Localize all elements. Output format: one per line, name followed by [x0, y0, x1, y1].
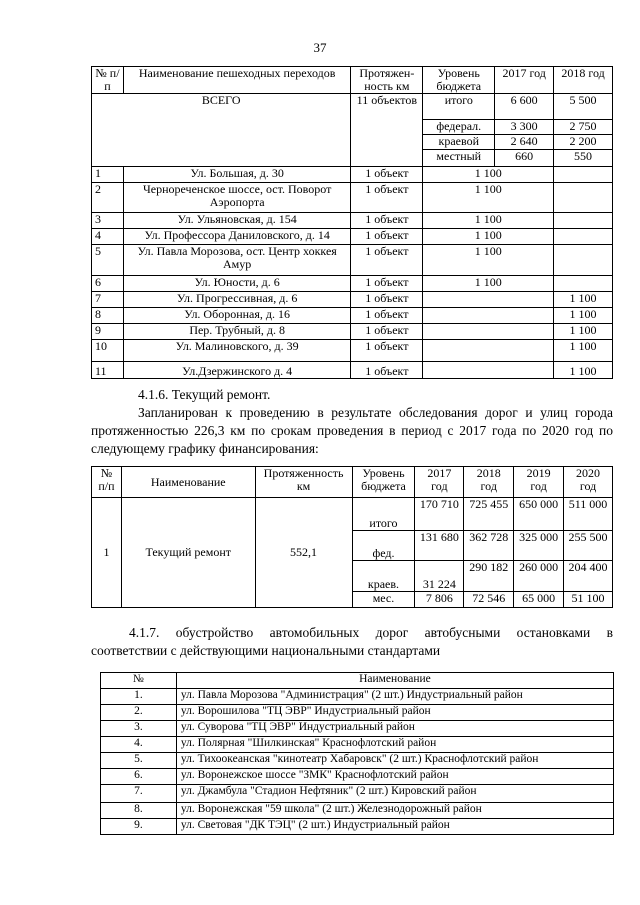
header-num: № [101, 673, 177, 689]
header-2018: 2018 год [554, 67, 613, 94]
row-num: 1. [101, 689, 177, 705]
row-length: 1 объект [351, 245, 423, 276]
row-2017 [423, 292, 554, 308]
row-2018: 1 100 [554, 362, 613, 379]
row-name: ул. Воронежское шоссе "ЗМК" Краснофлотский район [176, 769, 613, 785]
row-name: Ул. Оборонная, д. 16 [123, 308, 350, 324]
row-name: Чернореченское шоссе, ост. Поворот Аэропорта [123, 183, 350, 213]
budget-level: фед. [352, 531, 415, 561]
total-2017: 660 [495, 150, 554, 167]
row-2018 [554, 167, 613, 183]
row-num: 8. [101, 803, 177, 819]
row-2018: 1 100 [554, 292, 613, 308]
row-name: ул. Суворова "ТЦ ЭВР" Индустриальный район [176, 721, 613, 737]
header-2018: 2018 год [464, 467, 514, 498]
table-row [92, 229, 613, 245]
header-num: № п/п [92, 67, 124, 94]
row-length: 1 объект [351, 362, 423, 379]
value-2020: 511 000 [564, 498, 613, 531]
table-row [92, 183, 613, 213]
table-row [92, 308, 613, 324]
row-name: ул. Павла Морозова "Администрация" (2 шт.) Индустриальный район [176, 689, 613, 705]
row-num: 5. [101, 753, 177, 769]
row-num: 3. [101, 721, 177, 737]
row-length: 552,1 [255, 498, 352, 608]
budget-level: краев. [352, 561, 415, 592]
total-2017: 2 640 [495, 135, 554, 150]
table-header-row [101, 673, 614, 689]
table-row [92, 245, 613, 276]
row-name: Ул. Большая, д. 30 [123, 167, 350, 183]
row-length: 1 объект [351, 276, 423, 292]
table-row [101, 785, 614, 803]
header-2020: 2020 год [564, 467, 613, 498]
row-name: Ул. Малиновского, д. 39 [123, 340, 350, 362]
section-417-paragraph: 4.1.7. обустройство автомобильных дорог автобусными остановками в соответствии с действующими национальными стандартами [91, 625, 613, 658]
table-row [101, 819, 614, 835]
row-2017: 1 100 [423, 213, 554, 229]
value-2017: 170 710 [415, 498, 464, 531]
value-2018: 72 546 [464, 592, 514, 608]
budget-level: мес. [352, 592, 415, 608]
row-num: 3 [92, 213, 124, 229]
row-num: 7 [92, 292, 124, 308]
header-2019: 2019 год [514, 467, 564, 498]
row-num: 7. [101, 785, 177, 803]
row-length: 1 объект [351, 292, 423, 308]
total-level: краевой [423, 135, 495, 150]
row-length: 1 объект [351, 340, 423, 362]
value-2018: 725 455 [464, 498, 514, 531]
header-num: № п/п [92, 467, 122, 498]
total-2018: 550 [554, 150, 613, 167]
value-2019: 260 000 [514, 561, 564, 592]
row-name: ул. Ворошилова "ТЦ ЭВР" Индустриальный район [176, 705, 613, 721]
header-name: Наименование пешеходных переходов [123, 67, 350, 94]
row-length: 1 объект [351, 229, 423, 245]
table-header-row [92, 467, 613, 498]
row-name: ул. Джамбула "Стадион Нефтяник" (2 шт.) Кировский район [176, 785, 613, 803]
row-length: 1 объект [351, 167, 423, 183]
row-2018: 1 100 [554, 308, 613, 324]
bus-stops-table [100, 672, 614, 835]
table-row [92, 362, 613, 379]
table-row [92, 292, 613, 308]
value-2018: 290 182 [464, 561, 514, 592]
header-name: Наименование [176, 673, 613, 689]
row-2018 [554, 213, 613, 229]
row-name: Ул. Павла Морозова, ост. Центр хоккея Амур [123, 245, 350, 276]
value-2018: 362 728 [464, 531, 514, 561]
value-2017: 7 806 [415, 592, 464, 608]
header-budget: Уровень бюджета [352, 467, 415, 498]
header-name: Наименование [121, 467, 255, 498]
total-level: итого [423, 94, 495, 120]
section-416-paragraph: Запланирован к проведению в результате обследования дорог и улиц города протяженностью 226,3 км по срокам проведения в период с 2017 года по 2020 год по следующему графику финансирования: [91, 405, 613, 456]
section-416-heading: 4.1.6. Текущий ремонт. [138, 387, 271, 402]
row-2017: 1 100 [423, 245, 554, 276]
row-name: Ул. Ульяновская, д. 154 [123, 213, 350, 229]
row-num: 6. [101, 769, 177, 785]
total-objects: 11 объектов [351, 94, 423, 167]
row-name: Ул. Юности, д. 6 [123, 276, 350, 292]
table-row [101, 721, 614, 737]
row-2017: 1 100 [423, 229, 554, 245]
row-2018 [554, 245, 613, 276]
row-num: 2. [101, 705, 177, 721]
row-2017: 1 100 [423, 183, 554, 213]
row-num: 11 [92, 362, 124, 379]
total-level: федерал. [423, 120, 495, 135]
row-name: Ул.Дзержинского д. 4 [123, 362, 350, 379]
value-2017: 31 224 [415, 561, 464, 592]
header-length: Протяжен- ность км [351, 67, 423, 94]
table-row [101, 753, 614, 769]
row-num: 2 [92, 183, 124, 213]
total-row [92, 94, 613, 120]
row-name: ул. Воронежская "59 школа" (2 шт.) Железнодорожный район [176, 803, 613, 819]
row-num: 4 [92, 229, 124, 245]
row-name: Текущий ремонт [121, 498, 255, 608]
row-length: 1 объект [351, 324, 423, 340]
total-2017: 3 300 [495, 120, 554, 135]
row-2018 [554, 183, 613, 213]
row-num: 1 [92, 167, 124, 183]
value-2020: 255 500 [564, 531, 613, 561]
table-row [101, 769, 614, 785]
value-2019: 65 000 [514, 592, 564, 608]
row-2018: 1 100 [554, 324, 613, 340]
row-name: Ул. Прогрессивная, д. 6 [123, 292, 350, 308]
row-name: ул. Световая "ДК ТЭЦ" (2 шт.) Индустриальный район [176, 819, 613, 835]
row-2018 [554, 276, 613, 292]
total-2018: 2 200 [554, 135, 613, 150]
row-num: 8 [92, 308, 124, 324]
row-name: Ул. Профессора Даниловского, д. 14 [123, 229, 350, 245]
value-2017: 131 680 [415, 531, 464, 561]
page-number: 37 [313, 40, 327, 55]
row-num: 10 [92, 340, 124, 362]
row-num: 9. [101, 819, 177, 835]
row-2017 [423, 308, 554, 324]
row-length: 1 объект [351, 213, 423, 229]
row-name: ул. Тихоокеанская "кинотеатр Хабаровск" (2 шт.) Краснофлотский район [176, 753, 613, 769]
row-name: ул. Полярная "Шилкинская" Краснофлотский район [176, 737, 613, 753]
table-row [101, 803, 614, 819]
table-header-row [92, 67, 613, 94]
header-2017: 2017 год [495, 67, 554, 94]
total-label: ВСЕГО [92, 94, 351, 167]
row-num: 4. [101, 737, 177, 753]
table-row [92, 324, 613, 340]
row-2018: 1 100 [554, 340, 613, 362]
row-2017 [423, 340, 554, 362]
row-num: 5 [92, 245, 124, 276]
row-2017: 1 100 [423, 167, 554, 183]
row-name: Пер. Трубный, д. 8 [123, 324, 350, 340]
table-row [92, 213, 613, 229]
value-2019: 325 000 [514, 531, 564, 561]
row-2017 [423, 324, 554, 340]
current-repair-table [91, 466, 613, 608]
row-2018 [554, 229, 613, 245]
table-row [101, 705, 614, 721]
row-num: 6 [92, 276, 124, 292]
total-2018: 5 500 [554, 94, 613, 120]
budget-level: итого [352, 498, 415, 531]
table-row [101, 737, 614, 753]
table-row [92, 340, 613, 362]
table-row [92, 498, 613, 531]
table-row [92, 167, 613, 183]
header-2017: 2017 год [415, 467, 464, 498]
value-2020: 51 100 [564, 592, 613, 608]
row-length: 1 объект [351, 183, 423, 213]
header-budget: Уровень бюджета [423, 67, 495, 94]
header-length: Протяженность км [255, 467, 352, 498]
table-row [92, 276, 613, 292]
table-row [101, 689, 614, 705]
row-num: 9 [92, 324, 124, 340]
pedestrian-crossings-table [91, 66, 613, 379]
row-length: 1 объект [351, 308, 423, 324]
total-2017: 6 600 [495, 94, 554, 120]
row-2017: 1 100 [423, 276, 554, 292]
row-num: 1 [92, 498, 122, 608]
total-level: местный [423, 150, 495, 167]
value-2019: 650 000 [514, 498, 564, 531]
row-2017 [423, 362, 554, 379]
total-2018: 2 750 [554, 120, 613, 135]
value-2020: 204 400 [564, 561, 613, 592]
